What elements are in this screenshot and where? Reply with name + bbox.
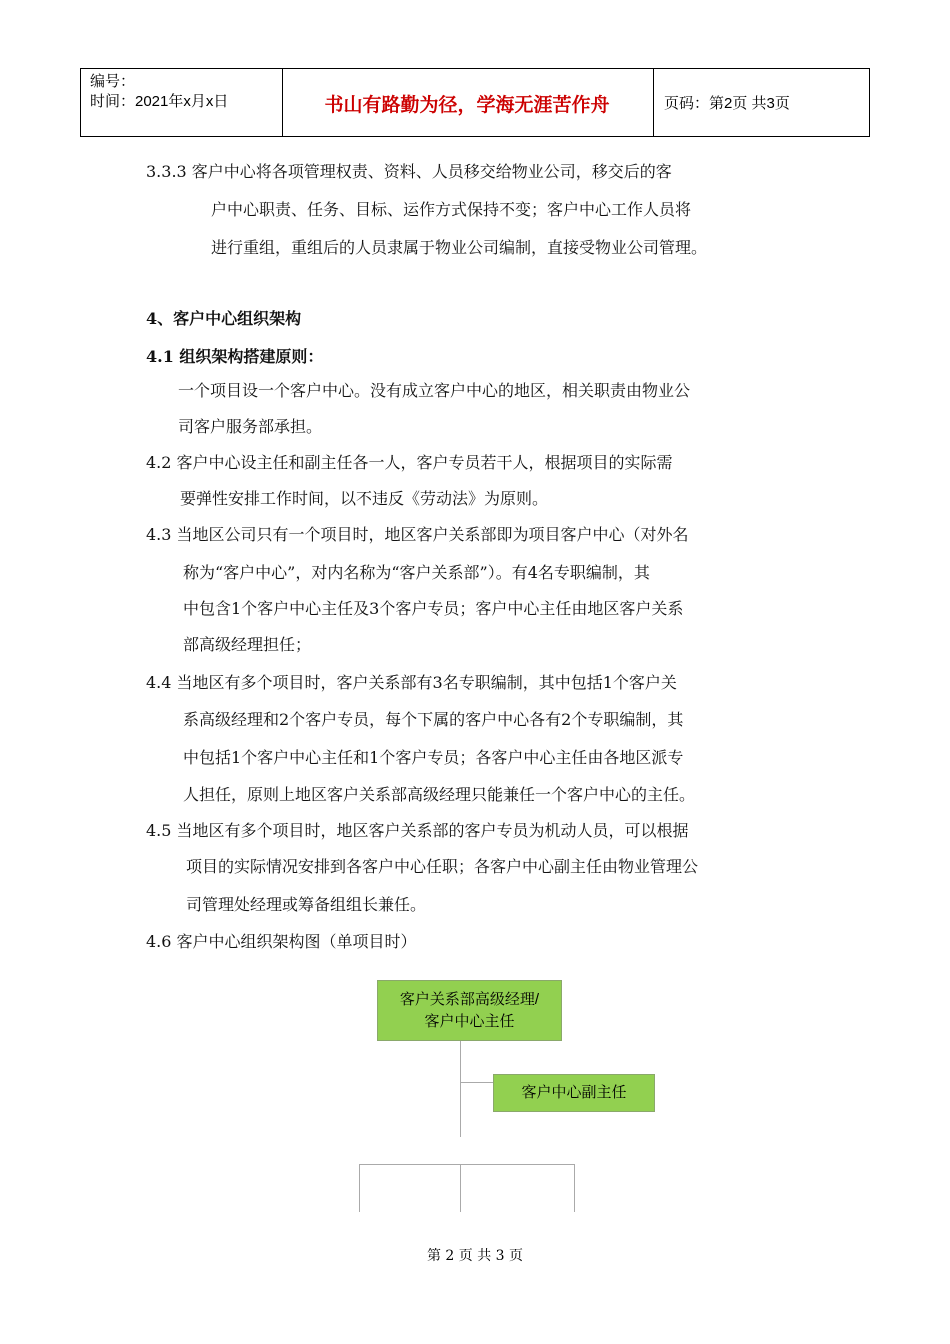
para-43-line: 4.3 当地区公司只有一个项目时，地区客户关系部即为项目客户中心（对外名 — [146, 525, 689, 544]
para-42-line: 要弹性安排工作时间，以不违反《劳动法》为原则。 — [180, 489, 549, 508]
para-42-line: 4.2 客户中心设主任和副主任各一人，客户专员若干人，根据项目的实际需 — [146, 453, 673, 472]
para-46-caption: 4.6 客户中心组织架构图（单项目时） — [146, 932, 417, 951]
para-44-line: 4.4 当地区有多个项目时，客户关系部有3名专职编制，其中包括1个客户关 — [146, 673, 677, 692]
page-footer: 第 2 页 共 3 页 — [426, 1248, 524, 1264]
para-45-line: 司管理处经理或筹备组组长兼任。 — [186, 895, 427, 914]
header-motto: 书山有路勤为径，学海无涯苦作舟 — [324, 95, 610, 116]
header-top-rule — [80, 68, 870, 69]
section-41-heading: 4.1 组织架构搭建原则： — [146, 347, 324, 366]
para-43-line: 称为“客户中心”，对内名称为“客户关系部”）。有4名专职编制，其 — [183, 563, 650, 582]
section-333-line: 3.3.3 客户中心将各项管理权责、资料、人员移交给物业公司，移交后的客 — [146, 162, 672, 181]
org-connector-drop — [359, 1164, 360, 1212]
org-connector-drop — [574, 1164, 575, 1212]
para-41-line: 司客户服务部承担。 — [178, 417, 323, 436]
org-connector-drop — [460, 1164, 461, 1212]
header-divider — [80, 68, 81, 136]
org-top-box — [377, 980, 562, 1041]
org-top-box-line: 客户中心主任 — [424, 1013, 515, 1030]
para-44-line: 中包括1个客户中心主任和1个客户专员；各客户中心主任由各地区派专 — [183, 748, 684, 767]
org-top-box-line: 客户关系部高级经理/ — [399, 991, 540, 1008]
section-333-line: 户中心职责、任务、目标、运作方式保持不变；客户中心工作人员将 — [211, 200, 692, 219]
header-divider — [869, 68, 870, 136]
org-connector-vertical — [460, 1041, 461, 1137]
header-time: 时间：2021年x月x日 — [90, 93, 229, 110]
para-45-line: 4.5 当地区有多个项目时，地区客户关系部的客户专员为机动人员，可以根据 — [146, 821, 689, 840]
para-45-line: 项目的实际情况安排到各客户中心任职；各客户中心副主任由物业管理公 — [186, 857, 699, 876]
header-number: 编号： — [90, 73, 136, 90]
org-connector-branch — [460, 1082, 494, 1083]
header-divider — [653, 68, 654, 136]
para-44-line: 人担任，原则上地区客户关系部高级经理只能兼任一个客户中心的主任。 — [183, 785, 696, 804]
section-4-heading: 4、客户中心组织架构 — [146, 309, 302, 328]
para-44-line: 系高级经理和2个客户专员，每个下属的客户中心各有2个专职编制，其 — [183, 710, 684, 729]
header-meta — [90, 72, 228, 112]
org-connector-horizontal — [359, 1164, 575, 1165]
para-43-line: 部高级经理担任； — [183, 635, 312, 654]
header-bottom-rule — [80, 136, 870, 137]
header-page-number: 页码：第2页 共3页 — [664, 95, 790, 112]
para-43-line: 中包含1个客户中心主任及3个客户专员；客户中心主任由地区客户关系 — [183, 599, 684, 618]
para-41-line: 一个项目设一个客户中心。没有成立客户中心的地区，相关职责由物业公 — [178, 381, 691, 400]
section-333-line: 进行重组，重组后的人员隶属于物业公司编制，直接受物业公司管理。 — [211, 238, 708, 257]
org-deputy-box: 客户中心副主任 — [493, 1074, 655, 1112]
